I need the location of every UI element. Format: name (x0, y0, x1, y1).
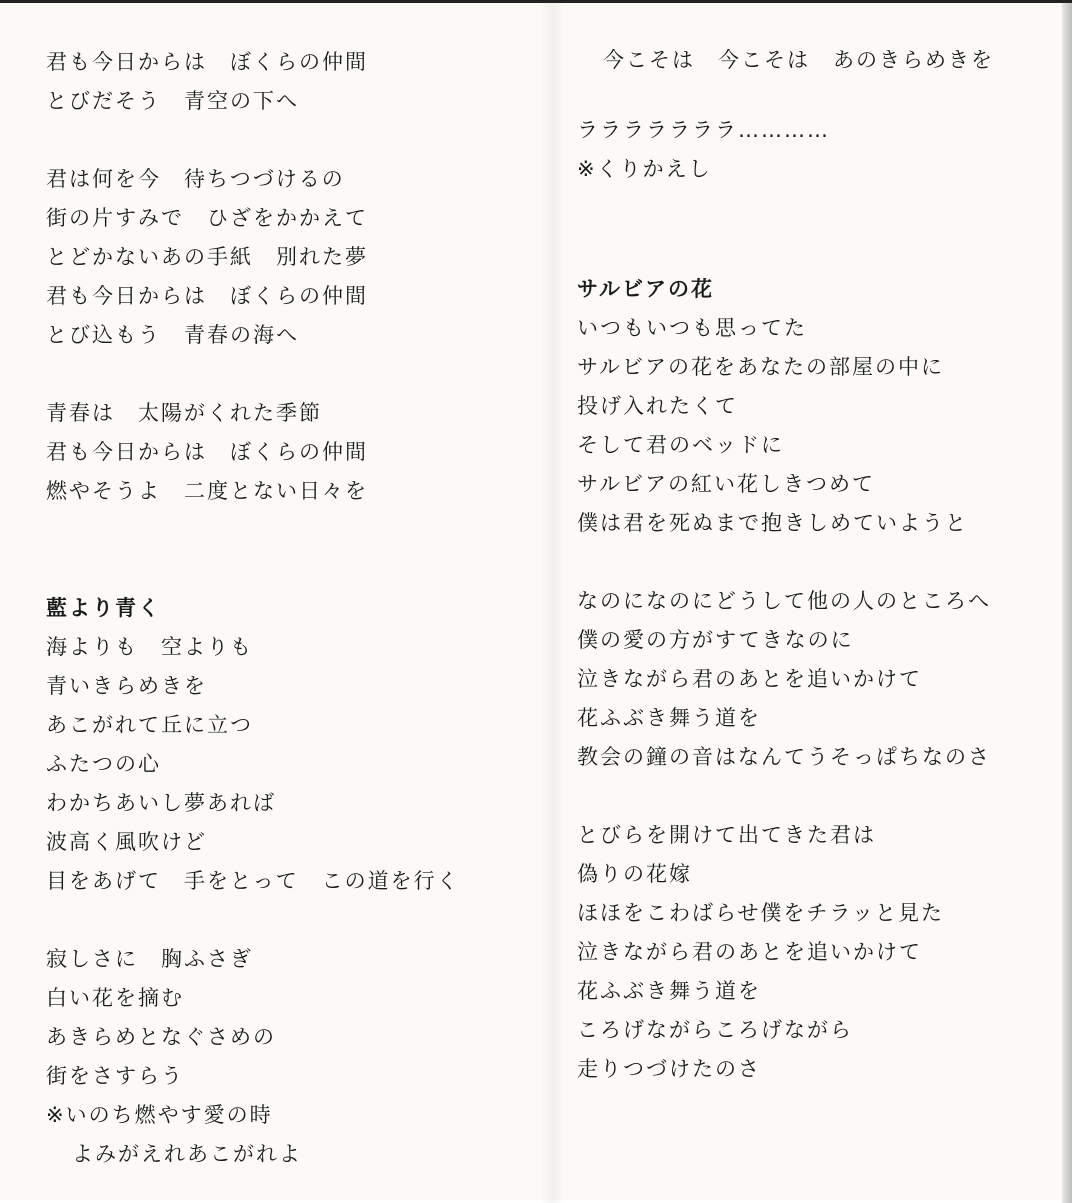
stanza-3 (46, 394, 546, 511)
repeat-marker: ※くりかえし (577, 157, 712, 181)
lyric-line: 目をあげて 手をとって この道を行く (46, 869, 460, 893)
lyric-line: ※いのち燃やす愛の時 (46, 1103, 273, 1127)
lyric-line: 君も今日からは ぼくらの仲間 (46, 440, 368, 464)
song-2-stanza-1 (46, 628, 546, 901)
lyric-line: 街をさすらう (46, 1064, 184, 1088)
lyric-line: 僕の愛の方がすてきなのに (577, 628, 854, 652)
page-edge (1062, 3, 1072, 1203)
song-2-stanza-2 (46, 940, 546, 1174)
song-title-aiyori-aoku: 藍より青く (46, 596, 161, 620)
lyric-line: ころげながらころげながら (577, 1018, 853, 1042)
lyric-line-indented: よみがえれあこがれよ (72, 1142, 302, 1166)
lyric-line: 投げ入れたくて (577, 394, 738, 418)
lyric-line: わかちあいし夢あれば (46, 791, 276, 815)
lyric-line: 白い花を摘む (46, 986, 184, 1010)
lyric-line: 君も今日からは ぼくらの仲間 (46, 50, 368, 74)
lyric-line: なのになのにどうして他の人のところへ (577, 589, 991, 613)
lyric-line: とびらを開けて出てきた君は (577, 823, 876, 847)
intro-stanza (46, 43, 546, 121)
lyric-line: 花ふぶき舞う道を (577, 706, 761, 730)
left-column (46, 43, 546, 1174)
lyric-line: 走りつづけたのさ (577, 1057, 761, 1081)
lyric-line: あこがれて丘に立つ (46, 713, 253, 737)
lyric-line: サルビアの花をあなたの部屋の中に (577, 355, 944, 379)
lyric-line: そして君のベッドに (577, 433, 784, 457)
lyric-line: 君も今日からは ぼくらの仲間 (46, 284, 368, 308)
lyric-line: 海よりも 空よりも (46, 635, 253, 659)
lyric-line: いつもいつも思ってた (577, 316, 807, 340)
lyric-line: 偽りの花嫁 (577, 862, 692, 886)
lyric-line: 泣きながら君のあとを追いかけて (577, 940, 922, 964)
lyric-line: サルビアの紅い花しきつめて (577, 472, 875, 496)
lyric-line: あきらめとなぐさめの (46, 1025, 276, 1049)
lyric-line: とび込もう 青春の海へ (46, 323, 299, 347)
lyric-line: とびだそう 青空の下へ (46, 89, 299, 113)
song-3-stanza-2 (577, 582, 1057, 777)
lyric-line: ほほをこわばらせ僕をチラッと見た (577, 901, 944, 925)
lyric-line: 波高く風吹けど (46, 830, 207, 854)
lyric-line: 燃やそうよ 二度とない日々を (46, 479, 368, 503)
song-3-stanza-3 (577, 816, 1057, 1089)
lyric-line: 青いきらめきを (46, 674, 207, 698)
right-column (577, 41, 1057, 1089)
lyric-line: 寂しさに 胸ふさぎ (46, 947, 253, 971)
lyric-line: ふたつの心 (46, 752, 161, 776)
stanza-2 (46, 160, 546, 355)
continuation-stanza (577, 111, 1057, 189)
song-title-salvia-no-hana: サルビアの花 (577, 277, 714, 301)
lyric-line: 僕は君を死ぬまで抱きしめていようと (577, 511, 968, 535)
lyric-line: 教会の鐘の音はなんてうそっぱちなのさ (577, 745, 991, 769)
lyric-line: ラララララララ………… (577, 118, 830, 142)
lyric-line: 君は何を今 待ちつづけるの (46, 167, 345, 191)
lyric-line: とどかないあの手紙 別れた夢 (46, 245, 368, 269)
lyric-line: 街の片すみで ひざをかかえて (46, 206, 368, 230)
song-3-stanza-1 (577, 309, 1057, 543)
lyric-line: 花ふぶき舞う道を (577, 979, 761, 1003)
lyric-line: 泣きながら君のあとを追いかけて (577, 667, 922, 691)
lyric-line: 青春は 太陽がくれた季節 (46, 401, 322, 425)
lyric-line-indented: 今こそは 今こそは あのきらめきを (603, 48, 994, 72)
